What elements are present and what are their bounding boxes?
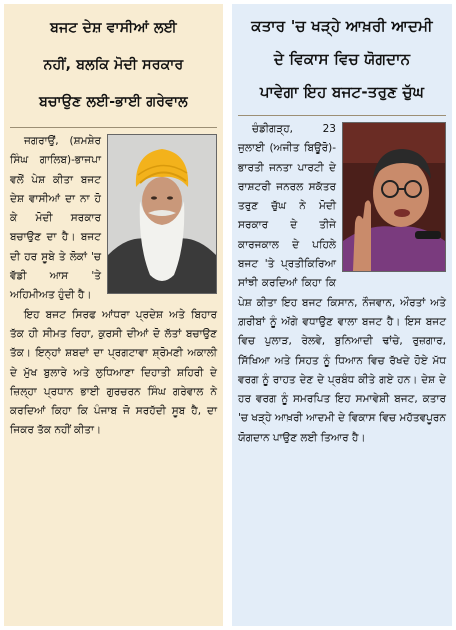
right-headline [232,4,452,113]
left-headline [4,4,223,125]
left-headline-line-3: ਬਚਾਉਣ ਲਈ-ਭਾਈ ਗਰੇਵਾਲ [39,94,188,110]
right-headline-line-2: ਦੇ ਵਿਕਾਸ ਵਿਚ ਯੋਗਦਾਨ [273,50,411,68]
right-portrait-photo [342,122,446,272]
right-article [232,4,452,626]
left-article-body [4,132,223,441]
right-headline-divider [238,115,446,116]
sikh-man-portrait [108,135,216,293]
right-article-body [232,120,452,448]
left-article [4,4,223,626]
right-paragraph-1: ਚੰਡੀਗੜ੍ਹ, 23 ਜੁਲਾਈ (ਅਜੀਤ ਬਿਊਰੋ)- ਭਾਰਤੀ ਜਨਤਾ ਪਾਰਟੀ ਦੇ ਰਾਸ਼ਟਰੀ ਜਨਰਲ ਸਕੱਤਰ ਤਰੁਣ ਚੁੱਘ ਨੇ ਮੋਦੀ ਸਰਕਾਰ ਦੇ ਤੀਜੇ ਕਾਰਜਕਾਲ ਦੇ ਪਹਿਲੇ ਬਜਟ 'ਤੇ ਪ੍ਰਤੀਕਿਰਿਆ ਸਾਂਝੀ ਕਰਦਿਆਂ ਕਿਹਾ ਕਿ ਪੇਸ਼ ਕੀਤਾ ਇਹ ਬਜਟ ਕਿਸਾਨ, ਨੌਜਵਾਨ, ਔਰਤਾਂ ਅਤੇ ਗ਼ਰੀਬਾਂ ਨੂੰ ਅੱਗੇ ਵਧਾਉਣ ਵਾਲਾ ਬਜਟ ਹੈ। ਇਸ ਬਜਟ ਵਿਚ ਪੁਲਾੜ, ਰੇਲਵੇ, ਬੁਨਿਆਦੀ ਢਾਂਚੇ, ਰੁਜ਼ਗਾਰ, ਸਿੱਖਿਆ ਅਤੇ ਸਿਹਤ ਨੂੰ ਧਿਆਨ ਵਿਚ ਰੱਖਦੇ ਹੋਏ ਮੱਧ ਵਰਗ ਨੂੰ ਰਾਹਤ ਦੇਣ ਦੇ ਪ੍ਰਬੰਧ ਕੀਤੇ ਗਏ ਹਨ। ਦੇਸ਼ ਦੇ ਹਰ ਵਰਗ ਨੂੰ ਸਮਰਪਿਤ ਇਹ ਸਮਾਵੇਸ਼ੀ ਬਜਟ, ਕਤਾਰ 'ਚ ਖੜ੍ਹੇ ਆਖ਼ਰੀ ਆਦਮੀ ਦੇ ਵਿਕਾਸ ਵਿਚ ਮਹੱਤਵਪੂਰਨ ਯੋਗਦਾਨ ਪਾਉਣ ਲਈ ਤਿਆਰ ਹੈ। [238,123,446,444]
left-headline-line-1: ਬਜਟ ਦੇਸ਼ ਵਾਸੀਆਂ ਲਈ [50,20,177,36]
right-headline-line-3: ਪਾਵੇਗਾ ਇਹ ਬਜਟ-ਤਰੁਣ ਚੁੱਘ [259,83,425,101]
left-paragraph-1: ਜਗਰਾਉਂ, (ਸ਼ਮਸ਼ੇਰ ਸਿੰਘ ਗਾਲਿਬ)-ਭਾਜਪਾ ਵਲੋਂ ਪੇਸ਼ ਕੀਤਾ ਬਜਟ ਦੇਸ਼ ਵਾਸੀਆਂ ਦਾ ਨਾ ਹੋ ਕੇ ਮੋਦੀ ਸਰਕਾਰ ਬਚਾਉਣ ਦਾ ਹੈ। ਬਜਟ ਦੀ ਹਰ ਸੂਬੇ ਤੇ ਲੋਕਾਂ 'ਚ ਵੱਡੀ ਆਸ 'ਤੇ ਅਹਿਮੀਅਤ ਹੁੰਦੀ ਹੈ। [10,135,101,302]
left-headline-line-2: ਨਹੀਂ, ਬਲਕਿ ਮੋਦੀ ਸਰਕਾਰ [43,57,184,73]
right-headline-line-1: ਕਤਾਰ 'ਚ ਖੜ੍ਹੇ ਆਖ਼ਰੀ ਆਦਮੀ [251,17,433,35]
left-paragraph-2: ਇਹ ਬਜਟ ਸਿਰਫ ਆਂਧਰਾ ਪ੍ਰਦੇਸ਼ ਅਤੇ ਬਿਹਾਰ ਤੱਕ ਹੀ ਸੀਮਤ ਰਿਹਾ, ਕੁਰਸੀ ਦੀਆਂ ਦੋ ਲੱਤਾਂ ਬਚਾਉਣ ਤੱਕ। ਇਨ੍ਹਾਂ ਸ਼ਬਦਾਂ ਦਾ ਪ੍ਰਗਟਾਵਾ ਸ਼੍ਰੋਮਣੀ ਅਕਾਲੀ ਦੇ ਮੁੱਖ ਬੁਲਾਰੇ ਅਤੇ ਲੁਧਿਆਣਾ ਦਿਹਾਤੀ ਸ਼ਹਿਰੀ ਦੇ ਜ਼ਿਲ੍ਹਾ ਪ੍ਰਧਾਨ ਭਾਈ ਗੁਰਚਰਨ ਸਿੰਘ ਗਰੇਵਾਲ ਨੇ ਕਰਦਿਆਂ ਕਿਹਾ ਕਿ ਪੰਜਾਬ ਜੋ ਸਰਹੱਦੀ ਸੂਬ ਹੈ, ਦਾ ਜਿਕਰ ਤੱਕ ਨਹੀਂ ਕੀਤਾ। [10,308,217,437]
left-headline-divider [10,127,217,128]
man-speaking-portrait [343,123,445,271]
left-portrait-photo [107,134,217,294]
